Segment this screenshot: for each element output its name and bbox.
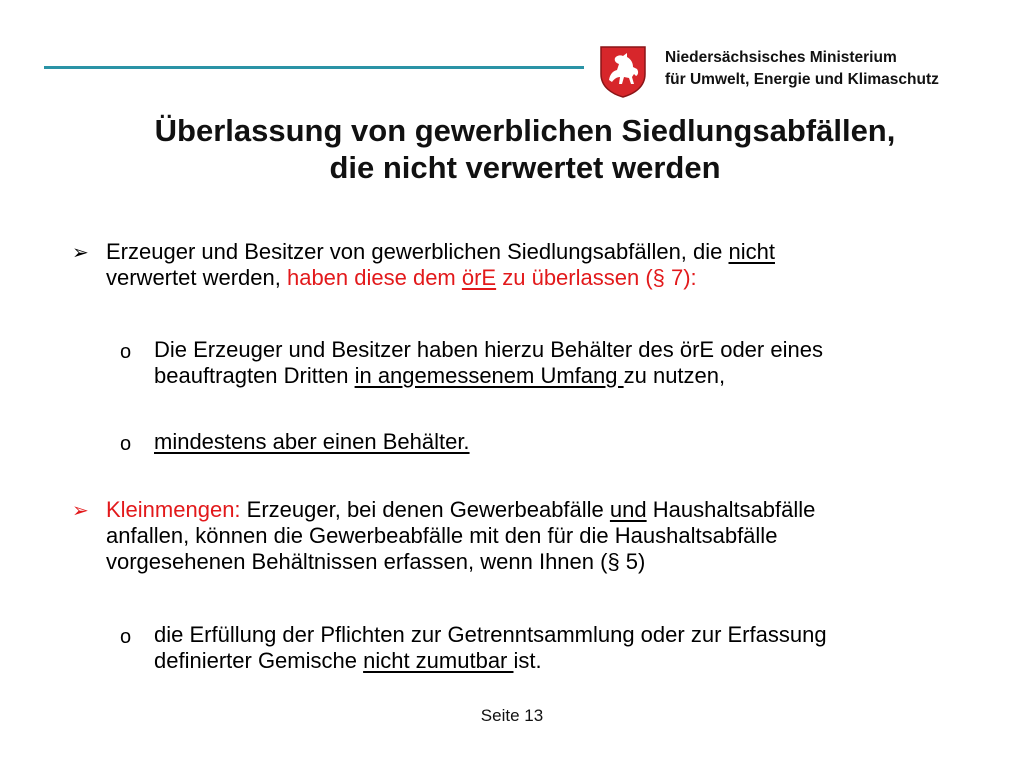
sub-bullet-item-1-text [154, 337, 950, 389]
text-run: ist. [513, 648, 542, 673]
header-rule [44, 66, 584, 69]
text-run: Die Erzeuger und Besitzer haben hierzu Behälter des örE oder eines [154, 337, 823, 362]
underlined-text: und [609, 497, 647, 522]
text-run: definierter Gemische [154, 648, 364, 673]
ministry-line-2: für Umwelt, Energie und Klimaschutz [665, 71, 939, 88]
text-run: Erzeuger und Besitzer von gewerblichen Siedlungsabfällen, die [106, 239, 729, 264]
circle-bullet-icon: o [120, 626, 132, 648]
page-number: Seite 13 [480, 706, 544, 725]
highlighted-text: Kleinmengen: [106, 497, 241, 522]
sub-bullet-item-3-text [154, 622, 950, 674]
arrow-bullet-icon: ➢ [72, 242, 89, 264]
text-run: vorgesehenen Behältnissen erfassen, wenn Ihnen (§ 5) [106, 549, 646, 574]
text-run: verwertet werden, [106, 265, 287, 290]
underlined-text: in angemessenem Umfang [354, 363, 624, 388]
text-run: Erzeuger, bei denen Gewerbeabfälle [240, 497, 610, 522]
text-run: anfallen, können die Gewerbeabfälle mit den für die Haushaltsabfälle [106, 523, 778, 548]
underlined-text: nicht zumutbar [363, 648, 514, 673]
slide-title-line-2: die nicht verwertet werden [329, 150, 721, 185]
underlined-text: nicht [728, 239, 775, 264]
text-run: beauftragten Dritten [154, 363, 355, 388]
ministry-name [665, 47, 939, 91]
highlighted-text: haben diese dem [286, 265, 462, 290]
sub-bullet-item-2-text [154, 429, 950, 455]
underlined-text: mindestens aber einen Behälter. [154, 429, 470, 454]
lower-saxony-horse-shield-icon [598, 44, 648, 98]
circle-bullet-icon: o [120, 433, 132, 455]
highlighted-underlined-text: örE [461, 265, 497, 290]
text-run: zu nutzen, [623, 363, 726, 388]
text-run: die Erfüllung der Pflichten zur Getrenntsammlung oder zur Erfassung [154, 622, 827, 647]
slide-title-line-1: Überlassung von gewerblichen Siedlungsabfällen, [154, 113, 896, 148]
text-run: Haushaltsabfälle [646, 497, 816, 522]
ministry-line-1: Niedersächsisches Ministerium [665, 49, 897, 66]
circle-bullet-icon: o [120, 341, 132, 363]
highlighted-text: zu überlassen (§ 7): [496, 265, 697, 290]
bullet-item-1-text [106, 239, 952, 291]
arrow-bullet-icon: ➢ [72, 500, 89, 522]
bullet-item-2-text [106, 497, 952, 575]
slide-title [90, 112, 960, 186]
